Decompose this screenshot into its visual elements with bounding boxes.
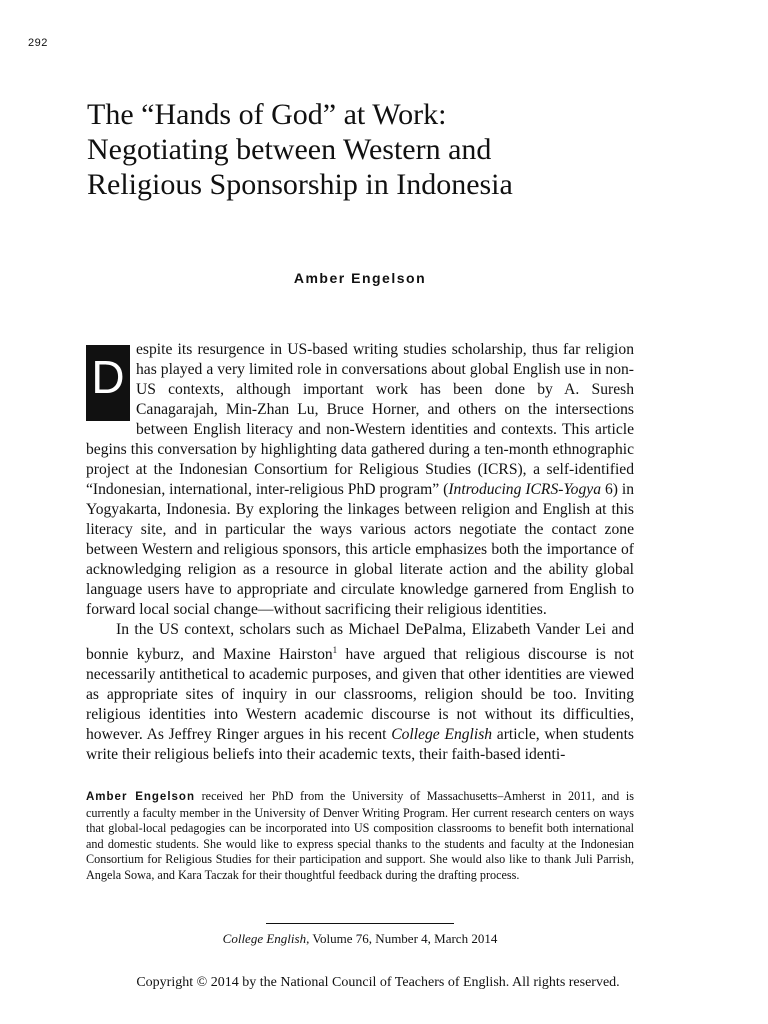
paragraph-2-text-b: have argued that religious discourse is not necessarily antithetical to academic purposes, and given that other identities are viewed as appropriate sites of inquiry in our classrooms, religion should be too. Inviting religious identities into Western academic discourse is not without its difficulties, however. As Jeffrey Ringer argues in his recent xyxy=(86,646,634,744)
copyright-notice: Copyright © 2014 by the National Council of Teachers of English. All rights reserved. xyxy=(136,975,620,990)
author-footnote xyxy=(86,789,634,884)
journal-citation xyxy=(0,931,720,947)
paragraph-2-text-c: article, when students write their religious beliefs into their academic texts, their faith-based identi- xyxy=(86,726,634,764)
paragraph-1 xyxy=(86,340,634,620)
page-number: 292 xyxy=(28,37,48,49)
title-line-1: The “Hands of God” at Work: xyxy=(87,98,447,131)
title-line-2: Negotiating between Western and xyxy=(87,133,492,166)
article-title xyxy=(87,97,647,202)
divider-rule xyxy=(266,923,454,924)
paragraph-2-text-a: In the US context, scholars such as Michael DePalma, Elizabeth Vander Lei and bonnie kyburz, and Maxine Hairston xyxy=(86,621,634,664)
footnote-author-name: Amber Engelson xyxy=(86,791,195,803)
journal-name: College English xyxy=(222,931,307,946)
drop-cap: D xyxy=(86,345,130,421)
title-line-3: Religious Sponsorship in Indonesia xyxy=(87,168,513,201)
paragraph-2 xyxy=(86,620,634,765)
journal-volume-info: , Volume 76, Number 4, March 2014 xyxy=(306,931,498,946)
cited-work-title: Introducing ICRS-Yogya xyxy=(448,481,601,498)
article-body xyxy=(86,340,634,765)
footnote-marker: 1 xyxy=(332,645,338,655)
author-name: Amber Engelson xyxy=(293,270,427,286)
journal-reference: College English xyxy=(391,726,493,744)
paragraph-1-text-b: 6) in Yogyakarta, Indonesia. By exploring the linkages between religion and English at this literacy site, and in particular the ways various actors negotiate the contact zone between Western and religious sponsors, this article emphasizes both the importance of acknowledging religion as a resource in global literate action and the ability global language users have to appropriate and circulate knowledge garnered from English to forward local social change—without sacrificing their religious identities. xyxy=(86,481,634,618)
footnote-text: received her PhD from the University of Massachusetts–Amherst in 2011, and is currently a faculty member in the University of Denver Writing Program. Her current research centers on ways that global-local pedagogies can be incorporated into US composition classrooms to benefit both international and domestic students. She would like to express special thanks to the students and faculty at the Indonesian Consortium for Religious Studies for their participation and support. She would also like to thank Juli Parrish, Angela Sowa, and Kara Taczak for their thoughtful feedback during the drafting process. xyxy=(86,789,634,882)
paragraph-1-text-a: espite its resurgence in US-based writing studies scholarship, thus far religion has played a very limited role in conversations about global English use in non-US contexts, although important work has been done by A. Suresh Canagarajah, Min-Zhan Lu, Bruce Horner, and others on the intersections between English literacy and non-Western identities and contexts. This article begins this conversation by highlighting data gathered during a ten-month ethnographic project at the Indonesian Consortium for Religious Studies (ICRS), a self-identified “Indonesian, international, inter-religious PhD program” ( xyxy=(86,341,634,498)
